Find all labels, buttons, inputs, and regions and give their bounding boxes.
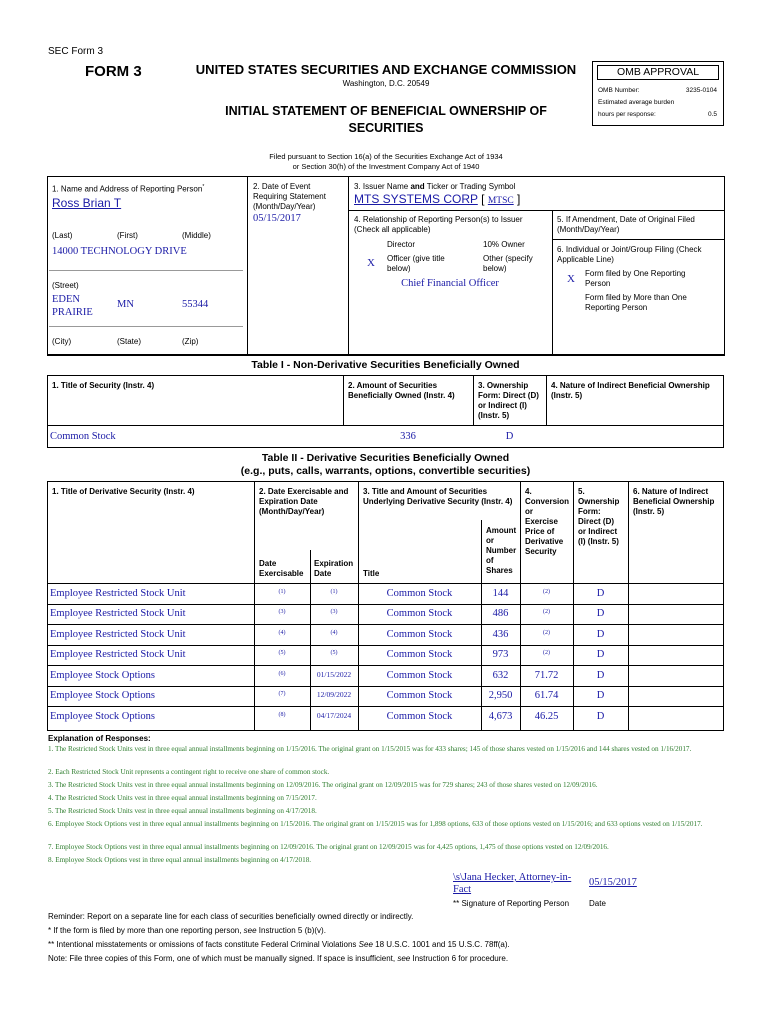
footnote: 4. The Restricted Stock Units vest in three equal annual installments beginning on 7/15/2017. bbox=[48, 794, 317, 802]
table2-row-title: Employee Restricted Stock Unit bbox=[50, 629, 186, 640]
last-label: (Last) bbox=[52, 231, 73, 240]
table2-row-title: Employee Restricted Stock Unit bbox=[50, 649, 186, 660]
omb-number-value: 3235-0104 bbox=[685, 87, 717, 94]
table1-title: Table I - Non-Derivative Securities Beneficially Owned bbox=[251, 359, 520, 371]
table2-row-form: D bbox=[596, 588, 605, 599]
event-date: 05/15/2017 bbox=[253, 213, 301, 224]
middle-label: (Middle) bbox=[182, 231, 211, 240]
box2-label: 2. Date of Event Requiring Statement (Month/Day/Year) bbox=[253, 182, 326, 211]
explanation-heading: Explanation of Responses: bbox=[48, 734, 151, 743]
omb-number-label: OMB Number: bbox=[598, 87, 640, 94]
table2-row-price: (2) bbox=[543, 609, 550, 615]
director-option: Director bbox=[387, 240, 416, 249]
signature-date: 05/15/2017 bbox=[589, 877, 637, 888]
table2-row-exercisable: (1) bbox=[278, 589, 286, 595]
city-label: (City) bbox=[52, 337, 72, 346]
table2-row-form: D bbox=[596, 670, 605, 681]
table2-row-form: D bbox=[596, 608, 605, 619]
table2-row-underlying: Common Stock bbox=[386, 690, 453, 701]
table2-col-underlying: 3. Title and Amount of Securities Underlying Derivative Security (Instr. 4) bbox=[363, 487, 513, 506]
table2-title: Table II - Derivative Securities Beneficially Owned (e.g., puts, calls, warrants, options, convertible securities) bbox=[240, 452, 531, 477]
table2-sub-date-exercisable: Date Exercisable bbox=[259, 559, 304, 578]
signature-value: \s\Jana Hecker, Attorney-in- Fact bbox=[453, 872, 572, 895]
table2-row-exercisable: (3) bbox=[278, 609, 286, 615]
omb-burden-label: Estimated average burden bbox=[598, 99, 675, 106]
footnote: 7. Employee Stock Options vest in three equal annual installments beginning on 12/09/2016. The original grant on 12/09/2015 was for 4,425 options, 1,475 of those options vested on 12/09/2016. bbox=[48, 843, 609, 851]
table2-col-nature: 6. Nature of Indirect Beneficial Ownership (Instr. 5) bbox=[633, 487, 715, 516]
table2-col-dates: 2. Date Exercisable and Expiration Date (Month/Day/Year) bbox=[259, 487, 349, 516]
table1-row-title: Common Stock bbox=[50, 431, 116, 442]
box1-label: 1. Name and Address of Reporting Person* bbox=[52, 184, 205, 194]
table2-sub-expiration: Expiration Date bbox=[314, 559, 354, 578]
ticker-symbol[interactable]: MTSC bbox=[487, 196, 514, 206]
filed-pursuant-line1: Filed pursuant to Section 16(a) of the Securities Exchange Act of 1934 bbox=[269, 152, 503, 161]
table2-row-form: D bbox=[596, 629, 605, 640]
table2-row-exercisable: (6) bbox=[278, 671, 286, 677]
filed-pursuant-line2: or Section 30(h) of the Investment Company Act of 1940 bbox=[292, 162, 480, 171]
table2-row-amount: 632 bbox=[492, 670, 509, 681]
sec-form-label: SEC Form 3 bbox=[48, 46, 104, 57]
table2-row-underlying: Common Stock bbox=[386, 608, 453, 619]
agency-title: UNITED STATES SECURITIES AND EXCHANGE COMMISSION bbox=[195, 62, 577, 77]
form-number: FORM 3 bbox=[85, 63, 142, 80]
table2-row-price: (2) bbox=[543, 630, 550, 636]
footnote: 5. The Restricted Stock Units vest in three equal annual installments beginning on 4/17/2018. bbox=[48, 807, 317, 815]
footnote: 3. The Restricted Stock Units vest in three equal annual installments beginning on 12/09/2016. The original grant on 12/09/2015 was for 729 shares; 243 of those shares vested on 12/09/2016. bbox=[48, 781, 598, 789]
omb-hours-label: hours per response: bbox=[598, 111, 656, 118]
omb-approval-box bbox=[592, 61, 724, 126]
signature-date-label: Date bbox=[589, 899, 606, 908]
officer-title: Chief Financial Officer bbox=[401, 278, 499, 289]
table2-row-expiration: (4) bbox=[330, 630, 338, 636]
box5-label: 5. If Amendment, Date of Original Filed (Month/Day/Year) bbox=[557, 215, 695, 234]
table1-col-title: 1. Title of Security (Instr. 4) bbox=[52, 381, 155, 390]
zip-label: (Zip) bbox=[182, 337, 199, 346]
table1-row-form: D bbox=[505, 431, 514, 442]
table2-sub-amount: Amount or Number of Shares bbox=[486, 526, 517, 575]
footer-note-1: * If the form is filed by more than one reporting person, see Instruction 5 (b)(v). bbox=[48, 926, 326, 935]
table2-row-underlying: Common Stock bbox=[386, 670, 453, 681]
state-value: MN bbox=[117, 299, 134, 310]
city-value: EDEN PRAIRIE bbox=[52, 294, 93, 318]
footnote: 2. Each Restricted Stock Unit represents a contingent right to receive one share of common stock. bbox=[48, 768, 330, 776]
agency-location: Washington, D.C. 20549 bbox=[342, 79, 430, 88]
state-label: (State) bbox=[117, 337, 142, 346]
table2-row-title: Employee Restricted Stock Unit bbox=[50, 608, 186, 619]
table2-col-conversion: 4. Conversion or Exercise Price of Derivative Security bbox=[525, 487, 570, 556]
other-option: Other (specify below) bbox=[483, 254, 533, 273]
table2-row-price: 71.72 bbox=[534, 670, 559, 681]
table2-row-underlying: Common Stock bbox=[386, 649, 453, 660]
table1-col-ownership: 3. Ownership Form: Direct (D) or Indirect (I) (Instr. 5) bbox=[478, 381, 539, 420]
ten-percent-owner-option: 10% Owner bbox=[483, 240, 525, 249]
footnote: 6. Employee Stock Options vest in three equal annual installments beginning on 1/15/2016. The original grant on 1/15/2015 was for 1,898 options, 633 of those options vested on 1/15/2016; and 633 options vested on 1/15/2017. bbox=[48, 820, 703, 828]
footnote: 1. The Restricted Stock Units vest in three equal annual installments beginning on 1/15/2016. The original grant on 1/15/2015 was for 433 shares; 145 of those shares vested on 1/15/2016 and 144 shares vested on 1/16/2017. bbox=[48, 745, 692, 753]
table2-row-form: D bbox=[596, 711, 605, 722]
first-label: (First) bbox=[117, 231, 138, 240]
footer-note-3: Note: File three copies of this Form, one of which must be manually signed. If space is insufficient, see Instruction 6 for procedure. bbox=[48, 954, 509, 963]
statement-title-line2: SECURITIES bbox=[348, 121, 424, 135]
street-value: 14000 TECHNOLOGY DRIVE bbox=[52, 246, 187, 257]
table1-row-amount: 336 bbox=[400, 431, 416, 442]
table2-row-price: (2) bbox=[543, 650, 550, 656]
table2-row-price: (2) bbox=[543, 589, 550, 595]
reminder-note: Reminder: Report on a separate line for each class of securities beneficially owned directly or indirectly. bbox=[48, 912, 414, 921]
signature-label: ** Signature of Reporting Person bbox=[453, 899, 570, 908]
street-label: (Street) bbox=[52, 281, 79, 290]
multi-person-option: Form filed by More than One Reporting Person bbox=[585, 293, 687, 312]
issuer-name[interactable]: MTS SYSTEMS CORP bbox=[354, 192, 478, 206]
one-person-option: Form filed by One Reporting Person bbox=[585, 269, 686, 288]
footer-note-2: ** Intentional misstatements or omissions of facts constitute Federal Criminal Violations See 18 U.S.C. 1001 and 15 U.S.C. 78ff(a). bbox=[48, 940, 510, 949]
table2-row-amount: 486 bbox=[492, 608, 509, 619]
box3-label: 3. Issuer Name and Ticker or Trading Symbol bbox=[354, 182, 516, 191]
officer-checkmark: X bbox=[367, 257, 375, 269]
statement-title-line1: INITIAL STATEMENT OF BENEFICIAL OWNERSHIP OF bbox=[225, 104, 547, 118]
zip-value: 55344 bbox=[182, 299, 209, 310]
table2-row-exercisable: (4) bbox=[278, 630, 286, 636]
box4-label: 4. Relationship of Reporting Person(s) to Issuer (Check all applicable) bbox=[354, 215, 523, 234]
table2-row-amount: 2,950 bbox=[488, 690, 513, 701]
table2-row-title: Employee Stock Options bbox=[50, 711, 155, 722]
table2-row-title: Employee Stock Options bbox=[50, 690, 155, 701]
table2-col-title: 1. Title of Derivative Security (Instr. 4) bbox=[52, 487, 195, 496]
table2-row-expiration: (5) bbox=[330, 650, 338, 656]
table2-row-expiration: 12/09/2022 bbox=[316, 690, 352, 699]
table2-row-exercisable: (7) bbox=[278, 691, 286, 697]
table2-row-expiration: 01/15/2022 bbox=[316, 670, 352, 679]
table2-row-price: 46.25 bbox=[534, 711, 559, 722]
table2-row-form: D bbox=[596, 690, 605, 701]
table2-row-exercisable: (8) bbox=[278, 712, 286, 718]
table2-row-price: 61.74 bbox=[534, 690, 559, 701]
table2-row-exercisable: (5) bbox=[278, 650, 286, 656]
table1-col-amount: 2. Amount of Securities Beneficially Owned (Instr. 4) bbox=[348, 381, 455, 400]
one-person-checkmark: X bbox=[567, 273, 575, 285]
table2-row-amount: 973 bbox=[492, 649, 509, 660]
table2-row-underlying: Common Stock bbox=[386, 588, 453, 599]
reporting-person-name[interactable]: Ross Brian T bbox=[52, 196, 122, 210]
officer-option: Officer (give title below) bbox=[387, 254, 445, 273]
table2-row-expiration: (3) bbox=[330, 609, 338, 615]
table2-row-expiration: (1) bbox=[330, 589, 338, 595]
footnote: 8. Employee Stock Options vest in three equal annual installments beginning on 4/17/2018. bbox=[48, 856, 312, 864]
omb-approval-title: OMB APPROVAL bbox=[597, 65, 719, 80]
box6-label: 6. Individual or Joint/Group Filing (Check Applicable Line) bbox=[557, 245, 702, 264]
table2-row-form: D bbox=[596, 649, 605, 660]
table2-col-ownership: 5. Ownership Form: Direct (D) or Indirect (I) (Instr. 5) bbox=[578, 487, 620, 546]
table2-row-amount: 436 bbox=[492, 629, 509, 640]
omb-hours-value: 0.5 bbox=[707, 111, 717, 118]
table2-row-amount: 144 bbox=[492, 588, 509, 599]
table1-col-nature: 4. Nature of Indirect Beneficial Ownership (Instr. 5) bbox=[551, 381, 710, 400]
issuer-name-ticker: MTS SYSTEMS CORP [ MTSC ] bbox=[354, 192, 521, 206]
table2-row-title: Employee Stock Options bbox=[50, 670, 155, 681]
table2-row-underlying: Common Stock bbox=[386, 629, 453, 640]
table2-row-expiration: 04/17/2024 bbox=[316, 711, 352, 720]
table2-row-title: Employee Restricted Stock Unit bbox=[50, 588, 186, 599]
table2-sub-title: Title bbox=[363, 569, 380, 578]
table2-row-underlying: Common Stock bbox=[386, 711, 453, 722]
table2-row-amount: 4,673 bbox=[488, 711, 513, 722]
